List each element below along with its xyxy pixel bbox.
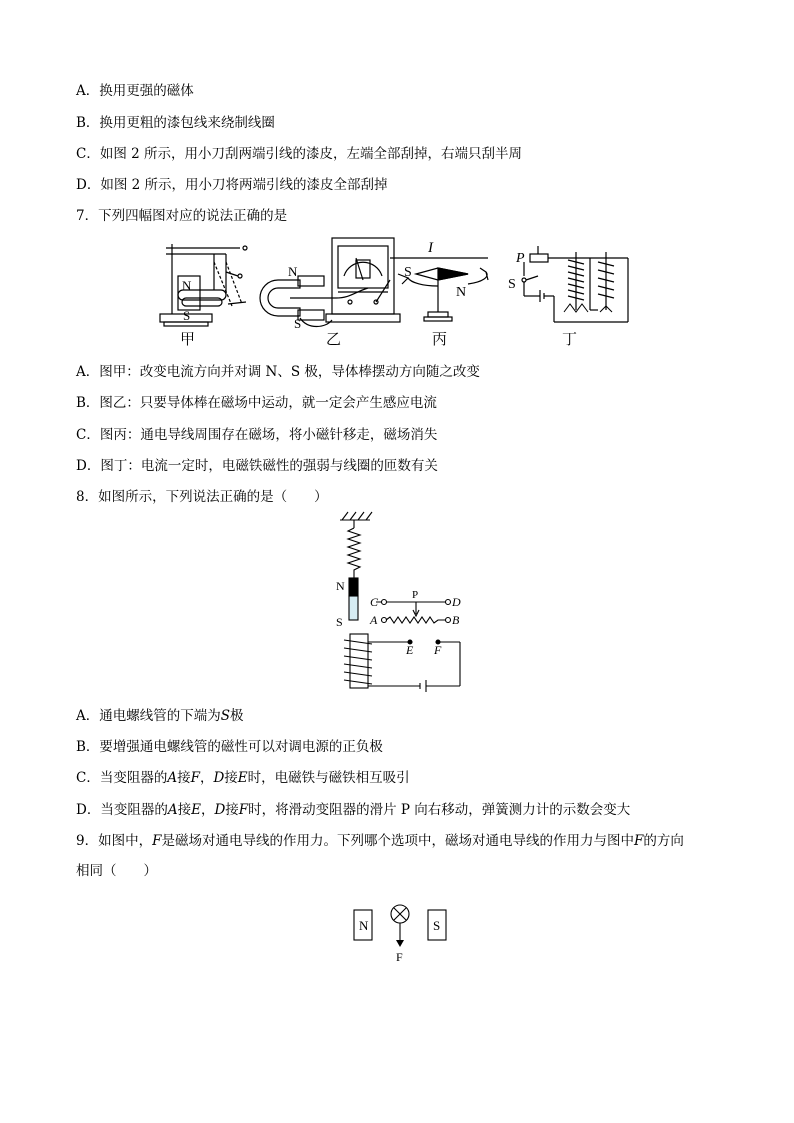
q8-option-d: D．当变阻器的A接E，D接F时，将滑动变阻器的滑片 P 向右移动，弹簧测力计的示数会变大 bbox=[76, 802, 631, 818]
q8-option-b: B．要增强通电螺线管的磁性可以对调电源的正负极 bbox=[76, 739, 383, 755]
q6-option-c: C．如图 2 所示，用小刀刮两端引线的漆皮，左端全部刮掉，右端只刮半周 bbox=[76, 146, 523, 162]
q8-fig-e-label: E bbox=[406, 643, 414, 657]
q8-fig-p-label: P bbox=[412, 589, 419, 601]
q9-stem-line1: 9．如图中，F是磁场对通电导线的作用力。下列哪个选项中，磁场对通电导线的作用力与图中F的方向 bbox=[76, 833, 684, 849]
q8-fig-n-label: N bbox=[336, 579, 345, 593]
q9-stem-line2: 相同（ ） bbox=[76, 863, 157, 879]
q7-label-ding: 丁 bbox=[562, 332, 578, 348]
q7-bing-current-label: I bbox=[428, 240, 433, 256]
q7-bing-s-label: S bbox=[404, 265, 412, 280]
q7-option-d: D．图丁：电流一定时，电磁铁磁性的强弱与线圈的匝数有关 bbox=[76, 458, 438, 474]
q7-option-a: A．图甲：改变电流方向并对调 N、S 极，导体棒摆动方向随之改变 bbox=[76, 364, 480, 380]
q7-option-c: C．图丙：通电导线周围存在磁场，将小磁针移走，磁场消失 bbox=[76, 427, 438, 443]
q9-figure bbox=[350, 900, 450, 968]
q7-figure-group bbox=[150, 232, 650, 352]
q9-fig-n-label: N bbox=[359, 918, 369, 933]
q7-label-yi: 乙 bbox=[326, 332, 342, 348]
q8-fig-d-label: D bbox=[452, 595, 461, 609]
q6-option-a: A．换用更强的磁体 bbox=[76, 83, 194, 99]
q7-stem: 7．下列四幅图对应的说法正确的是 bbox=[76, 208, 288, 224]
q7-option-b: B．图乙：只要导体棒在磁场中运动，就一定会产生感应电流 bbox=[76, 395, 437, 411]
q6-option-d: D．如图 2 所示，用小刀将两端引线的漆皮全部刮掉 bbox=[76, 177, 388, 193]
q7-figure-yi bbox=[260, 238, 400, 327]
q7-figure-jia bbox=[160, 244, 247, 326]
q8-fig-s-label: S bbox=[336, 615, 343, 629]
q7-jia-n-label: N bbox=[182, 278, 192, 293]
q7-figure-ding bbox=[522, 246, 628, 322]
q7-yi-n-label: N bbox=[288, 264, 298, 279]
q9-fig-s-label: S bbox=[433, 918, 441, 933]
q8-option-c: C．当变阻器的A接F，D接E时，电磁铁与磁铁相互吸引 bbox=[76, 770, 410, 786]
q7-label-bing: 丙 bbox=[432, 332, 448, 348]
q7-ding-s-label: S bbox=[508, 277, 516, 292]
q8-fig-b-label: B bbox=[452, 613, 460, 627]
q9-fig-f-label: F bbox=[396, 950, 403, 964]
q8-figure bbox=[330, 510, 470, 695]
q8-fig-f-label: F bbox=[434, 643, 442, 657]
q8-option-a: A．通电螺线管的下端为S极 bbox=[76, 708, 244, 724]
q7-yi-s-label: S bbox=[294, 316, 302, 331]
q8-fig-a-label: A bbox=[370, 613, 378, 627]
q7-label-jia: 甲 bbox=[180, 332, 196, 348]
q9-force-arrow bbox=[396, 940, 404, 947]
q6-option-b: B．换用更粗的漆包线来绕制线圈 bbox=[76, 115, 275, 131]
q7-jia-s-label: S bbox=[183, 308, 191, 323]
q7-bing-n-label: N bbox=[456, 285, 467, 300]
q8-stem: 8．如图所示，下列说法正确的是（ ） bbox=[76, 489, 328, 505]
q8-fig-c-label: C bbox=[370, 595, 379, 609]
q7-ding-p-label: P bbox=[516, 251, 525, 266]
